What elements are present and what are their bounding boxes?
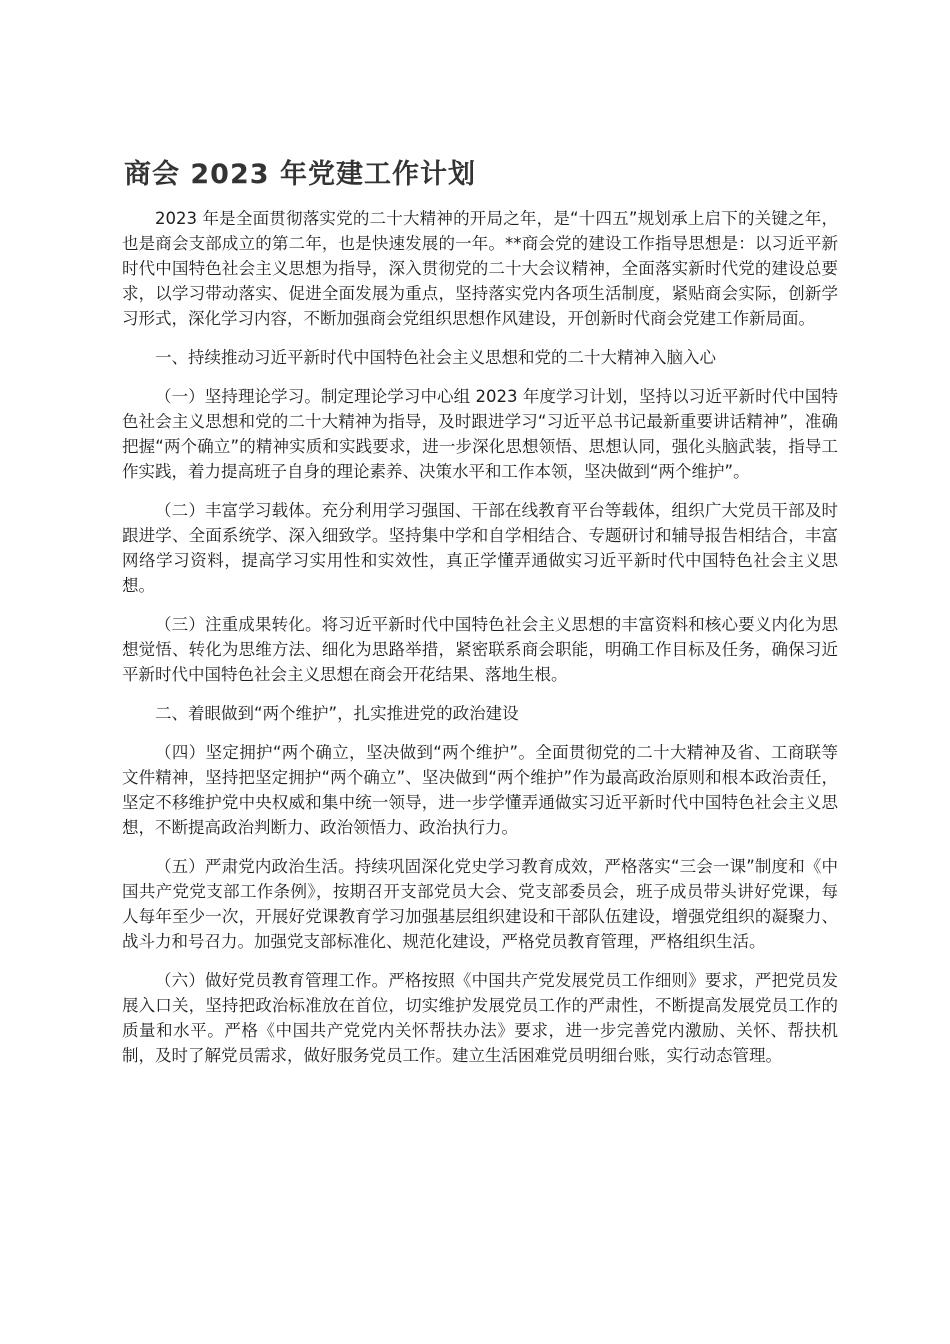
section-1-item-2: （二）丰富学习载体。充分利用学习强国、干部在线教育平台等载体，组织广大党员干部及时跟进学、全面系统学、深入细致学。坚持集中学和自学相结合、专题研讨和辅导报告相结合，丰富网络学习资料，提高学习实用性和实效性，真正学懂弄通做实习近平新时代中国特色社会主义思想。 (122, 501, 838, 595)
section-2-heading: 二、着眼做到“两个维护”，扎实推进党的政治建设 (155, 704, 519, 723)
section-1-item-1: （一）坚持理论学习。制定理论学习中心组 2023 年度学习计划，坚持以习近平新时代中国特色社会主义思想和党的二十大精神为指导，及时跟进学习“习近平总书记最新重要讲话精神”，准确把握“两个确立”的精神实质和实践要求，进一步深化思想领悟、思想认同，强化头脑武装，指导工作实践，着力提高班子自身的理论素养、决策水平和工作本领，坚决做到“两个维护”。 (122, 387, 838, 481)
section-1-heading: 一、持续推动习近平新时代中国特色社会主义思想和党的二十大精神入脑入心 (155, 348, 716, 367)
document-body (122, 206, 838, 1082)
section-2-item-6: （六）做好党员教育管理工作。严格按照《中国共产党发展党员工作细则》要求，严把党员发展入口关，坚持把政治标准放在首位，切实维护发展党员工作的严肃性，不断提高发展党员工作的质量和水平。严格《中国共产党党内关怀帮扶办法》要求，进一步完善党内激励、关怀、帮扶机制，及时了解党员需求，做好服务党员工作。建立生活困难党员明细台账，实行动态管理。 (122, 971, 838, 1065)
intro-paragraph: 2023 年是全面贯彻落实党的二十大精神的开局之年，是“十四五”规划承上启下的关键之年，也是商会支部成立的第二年，也是快速发展的一年。**商会党的建设工作指导思想是：以习近平新时代中国特色社会主义思想为指导，深入贯彻党的二十大会议精神，全面落实新时代党的建设总要求，以学习带动落实、促进全面发展为重点，坚持落实党内各项生活制度，紧贴商会实际，创新学习形式，深化学习内容，不断加强商会党组织思想作风建设，开创新时代商会党建工作新局面。 (122, 209, 838, 328)
section-2-item-5: （五）严肃党内政治生活。持续巩固深化党史学习教育成效，严格落实“三会一课”制度和《中国共产党党支部工作条例》，按期召开支部党员大会、党支部委员会，班子成员带头讲好党课，每人每年至少一次，开展好党课教育学习加强基层组织建设和干部队伍建设，增强党组织的凝聚力、战斗力和号召力。加强党支部标准化、规范化建设，严格党员教育管理，严格组织生活。 (122, 857, 838, 951)
document-title: 商会 2023 年党建工作计划 (124, 159, 476, 190)
section-1-item-3: （三）注重成果转化。将习近平新时代中国特色社会主义思想的丰富资料和核心要义内化为思想觉悟、转化为思维方法、细化为思路举措，紧密联系商会职能，明确工作目标及任务，确保习近平新时代中国特色社会主义思想在商会开花结果、落地生根。 (122, 615, 838, 684)
section-2-item-4: （四）坚定拥护“两个确立，坚决做到“两个维护”。全面贯彻党的二十大精神及省、工商联等文件精神，坚持把坚定拥护“两个确立”、坚决做到“两个维护”作为最高政治原则和根本政治责任，坚定不移维护党中央权威和集中统一领导，进一步学懂弄通做实习近平新时代中国特色社会主义思想，不断提高政治判断力、政治领悟力、政治执行力。 (122, 743, 838, 837)
